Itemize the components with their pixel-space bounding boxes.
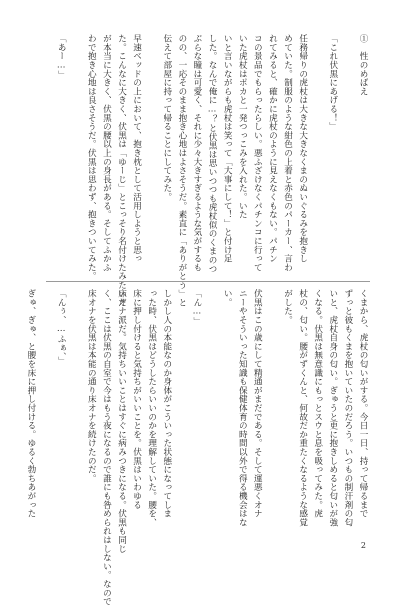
page-number: 2 [360, 541, 366, 550]
section-divider [46, 281, 370, 282]
bottom-text-column: くまから、虎杖の匂いがする。今日一日、持って帰るまで ずっと彼もくまを抱いていたのだろう。いつもの制汗剤の匂 いと、虎杖自身の匂い。ぎゅうと更に抱きしめると匂いが強 くなる。伏黒は無意識にもっとスウと息を吸ってみた。虎 杖の、匂い。腰がずくんと、何故だか重たくなるような感覚 がした。 伏黒はこの歳にして精通がまだである。そして運悪くオナ ニーやそういった知識も保健体育の時間以外で得る機会はな い。 「ん…」 しかし人の本能なのか身体がこういった状態になってしま った時、伏黒はどうしたらいいのかを理解していた。腰を、 床に押し付けると気持ちがいいことを。伏黒はいわゆる 床オナ派だ。気持ちいいことはすぐに病みつきになる。伏黒も同じ く、ここは伏黒の自室で今はもう夜になるので誰にも咎められはしない。なので 床オナを伏黒は本能の通り床オナを続けたのだ。 「んぅ、…ふぁ、」 ぎゅ、ぎゅ、と腰を床に押し付ける。ゆるく勃ちあがった [25, 289, 368, 606]
top-text-column: ① 性のめばえ 「これ伏黒にあげる！」 任務帰りの虎杖は大きな大きなくまのぬいぐるみを抱きし めていた。制服のような紺色の上着と赤色のパーカー、言わ れてみると、確かに虎杖のように見えなくもない。パチン コの景品でもらったらしい。悪ふざけなくパチンコに行って いた虎杖はポカと一発つっこみを入れた。いた いと言いながらも虎杖は笑って「大事にして！」と付け足 した。なんで俺に…？と伏黒は思いつつも虎杖似のくまのつ ぶらな瞳は可愛く、それに少々大きすぎるような気がするも のの、一応そのまま抱き心地はよさそうだ。素直に「ありがとう」と 伝えて部屋に持って帰ることにしてみた。 早速ベッドの上において、抱き枕として活用しようと思っ た。こんなに大きく、伏黒は「ゆーじ」とこっそり名付けたみたいだ が本当に大きく、伏黒の腰以上の身長がある。そしてふかふ わで抱き心地は良さそうだ。伏黒は思わず、抱きついてみた。 「あー…」 [56, 34, 368, 307]
